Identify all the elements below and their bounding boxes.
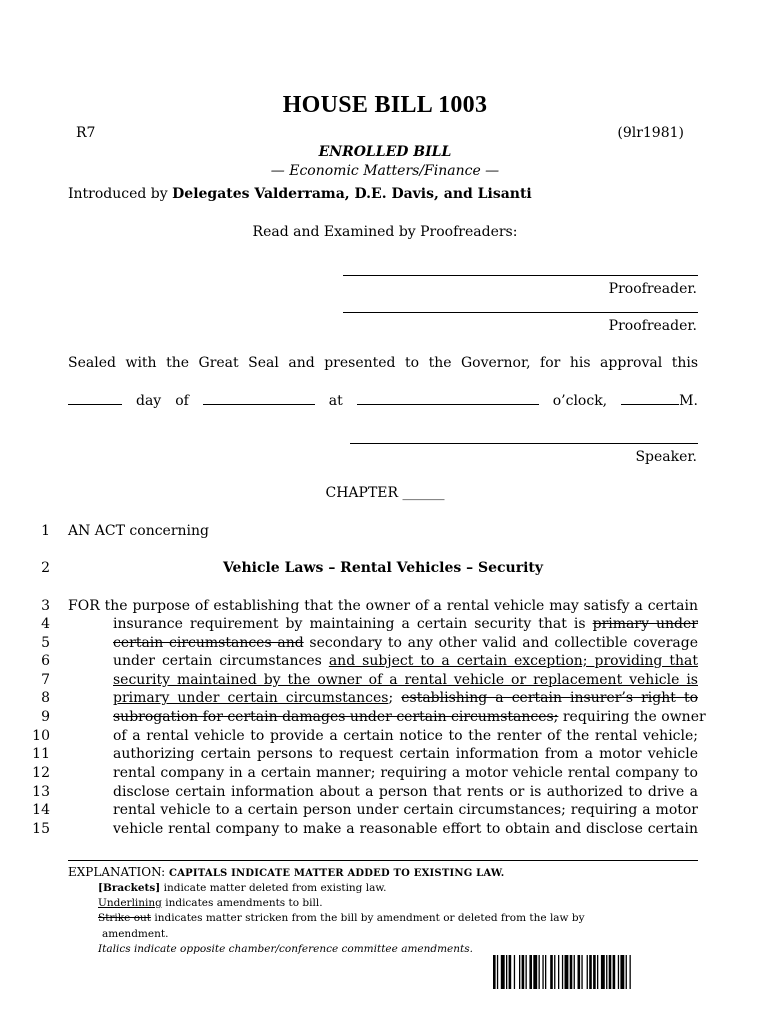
- line-number: 8: [41, 690, 50, 706]
- line-number: 13: [32, 784, 50, 800]
- speaker-signature-line: [350, 443, 698, 444]
- barcode-bar: [618, 955, 619, 989]
- brackets-desc: indicate matter deleted from existing law.: [160, 882, 387, 894]
- barcode-bar: [606, 955, 607, 989]
- barcode-bar: [558, 955, 559, 989]
- bill-title: HOUSE BILL 1003: [282, 92, 488, 118]
- barcode-bar: [620, 955, 624, 989]
- barcode-bar: [630, 955, 631, 989]
- barcode-bar: [506, 955, 507, 989]
- barcode-bar: [542, 955, 543, 989]
- body-line-13: disclose certain information about a person that rents or is authorized to drive a: [113, 784, 698, 800]
- time-blank: [357, 392, 539, 405]
- barcode-bar: [574, 955, 575, 989]
- explanation-prefix: EXPLANATION:: [68, 865, 170, 879]
- body-line-5: [113, 635, 698, 651]
- explanation-brackets: [98, 882, 386, 894]
- body-line-6: [113, 653, 698, 669]
- line-number: 5: [41, 635, 50, 651]
- of-label: of: [175, 393, 189, 409]
- body-line-10: of a rental vehicle to provide a certain notice to the renter of the rental vehicle;: [113, 728, 698, 744]
- day-blank: [68, 392, 122, 405]
- proofreader-label-1: Proofreader.: [608, 281, 697, 297]
- barcode-bar: [554, 955, 555, 989]
- proofreader-signature-line-1: [343, 275, 698, 276]
- barcode-bar: [601, 955, 605, 989]
- body-text: insurance requirement by maintaining a certain security that is: [113, 616, 593, 632]
- barcode-bar: [613, 955, 616, 989]
- barcode-bar: [581, 955, 582, 989]
- m-label: M.: [679, 393, 698, 409]
- committees: — Economic Matters/Finance —: [270, 163, 500, 179]
- stricken-text: certain circumstances and: [113, 635, 304, 651]
- barcode-bar: [578, 955, 581, 989]
- barcode-bar: [533, 955, 537, 989]
- amendment-text: primary under certain circumstances: [113, 690, 389, 706]
- bill-code-left: R7: [76, 125, 96, 141]
- sponsors: Delegates Valderrama, D.E. Davis, and Lisanti: [172, 186, 532, 202]
- barcode-bar: [514, 955, 515, 989]
- body-line-4: [113, 616, 698, 632]
- barcode-bar: [589, 955, 592, 989]
- sealed-statement: Sealed with the Great Seal and presented to the Governor, for his approval this: [68, 355, 698, 371]
- explanation-italics: Italics indicate opposite chamber/conference committee amendments.: [98, 943, 473, 955]
- barcode-bar: [522, 955, 525, 989]
- explanation-divider: [68, 860, 698, 861]
- body-line-3: FOR the purpose of establishing that the owner of a rental vehicle may satisfy a certain: [68, 598, 698, 614]
- strike-term: Strike out: [98, 912, 152, 924]
- body-line-14: rental vehicle to a certain person under certain circumstances; requiring a motor: [113, 802, 698, 818]
- proofreader-signature-line-2: [343, 312, 698, 313]
- underlining-term: Underlining: [98, 897, 162, 909]
- body-line-12: rental company in a certain manner; requiring a motor vehicle rental company to: [113, 765, 698, 781]
- line-number: 3: [41, 598, 50, 614]
- line-number: 6: [41, 653, 50, 669]
- body-text: under certain circumstances: [113, 653, 329, 669]
- body-line-8: [113, 690, 698, 706]
- introduced-by: [68, 186, 532, 202]
- amendment-text: and subject to a certain exception; providing that: [328, 653, 698, 669]
- stricken-text: establishing a certain insurer’s right to: [401, 690, 699, 706]
- day-label: day: [135, 393, 162, 409]
- barcode-bar: [545, 955, 546, 989]
- barcode-bar: [593, 955, 596, 989]
- barcode-bar: [609, 955, 612, 989]
- proofreader-label-2: Proofreader.: [608, 318, 697, 334]
- barcode-bar: [493, 955, 496, 989]
- barcode-bar: [519, 955, 520, 989]
- body-text: requiring the owner: [558, 709, 706, 725]
- barcode-bar: [565, 955, 569, 989]
- line-number: 15: [32, 821, 50, 837]
- explanation-heading: [68, 865, 504, 879]
- underlining-desc: indicates amendments to bill.: [161, 897, 323, 909]
- body-text: secondary to any other valid and collectible coverage: [303, 635, 698, 651]
- barcode-bar: [529, 955, 532, 989]
- barcode-bar: [597, 955, 598, 989]
- bill-subject: Vehicle Laws – Rental Vehicles – Security: [222, 560, 544, 576]
- barcode-bar: [539, 955, 540, 989]
- line-number: 14: [32, 802, 50, 818]
- barcode-bar: [587, 955, 588, 989]
- chapter-line: CHAPTER ______: [325, 485, 445, 501]
- explanation-strike: [98, 912, 585, 924]
- introduced-prefix: Introduced by: [68, 186, 173, 202]
- line-number: 11: [32, 746, 50, 762]
- at-label: at: [328, 393, 343, 409]
- body-line-15: vehicle rental company to make a reasonable effort to obtain and disclose certain: [113, 821, 698, 837]
- barcode-bar: [509, 955, 512, 989]
- body-line-9: [113, 709, 706, 725]
- bill-code-right: (9lr1981): [617, 125, 684, 141]
- brackets-term: [Brackets]: [98, 882, 161, 894]
- meridiem: [621, 392, 698, 409]
- stricken-text: subrogation for certain damages under certain circumstances;: [113, 709, 559, 725]
- barcode-bar: [626, 955, 627, 989]
- oclock-label: o’clock,: [552, 393, 608, 409]
- date-line: [68, 392, 698, 409]
- line-number: 2: [41, 560, 50, 576]
- line-number: 1: [41, 523, 50, 539]
- barcode-bar: [550, 955, 553, 989]
- stricken-text: primary under: [592, 616, 699, 632]
- line-number: 7: [41, 672, 50, 688]
- meridiem-blank: [621, 392, 679, 405]
- speaker-label: Speaker.: [635, 449, 697, 465]
- body-line-11: authorizing certain persons to request certain information from a motor vehicle: [113, 746, 698, 762]
- explanation-strike-cont: amendment.: [102, 928, 169, 940]
- barcode-bar: [501, 955, 505, 989]
- barcode-image: [493, 955, 679, 989]
- line-number: 10: [32, 728, 50, 744]
- month-blank: [203, 392, 315, 405]
- explanation-capitals: CAPITALS INDICATE MATTER ADDED TO EXISTING LAW.: [169, 868, 505, 879]
- barcode-bar: [526, 955, 527, 989]
- explanation-underlining: [98, 897, 323, 909]
- barcode-bar: [497, 955, 498, 989]
- proofreaders-heading: Read and Examined by Proofreaders:: [252, 224, 518, 240]
- barcode-bar: [562, 955, 563, 989]
- act-concerning: AN ACT concerning: [68, 523, 209, 539]
- enrolled-label: ENROLLED BILL: [318, 144, 452, 160]
- line-number: 12: [32, 765, 50, 781]
- barcode-bar: [570, 955, 573, 989]
- line-number: 9: [41, 709, 50, 725]
- strike-desc: indicates matter stricken from the bill by amendment or deleted from the law by: [151, 912, 585, 924]
- amendment-text: security maintained by the owner of a rental vehicle or replacement vehicle is: [113, 672, 698, 688]
- body-line-7: [113, 672, 698, 688]
- line-number: 4: [41, 616, 50, 632]
- body-text: ;: [388, 690, 402, 706]
